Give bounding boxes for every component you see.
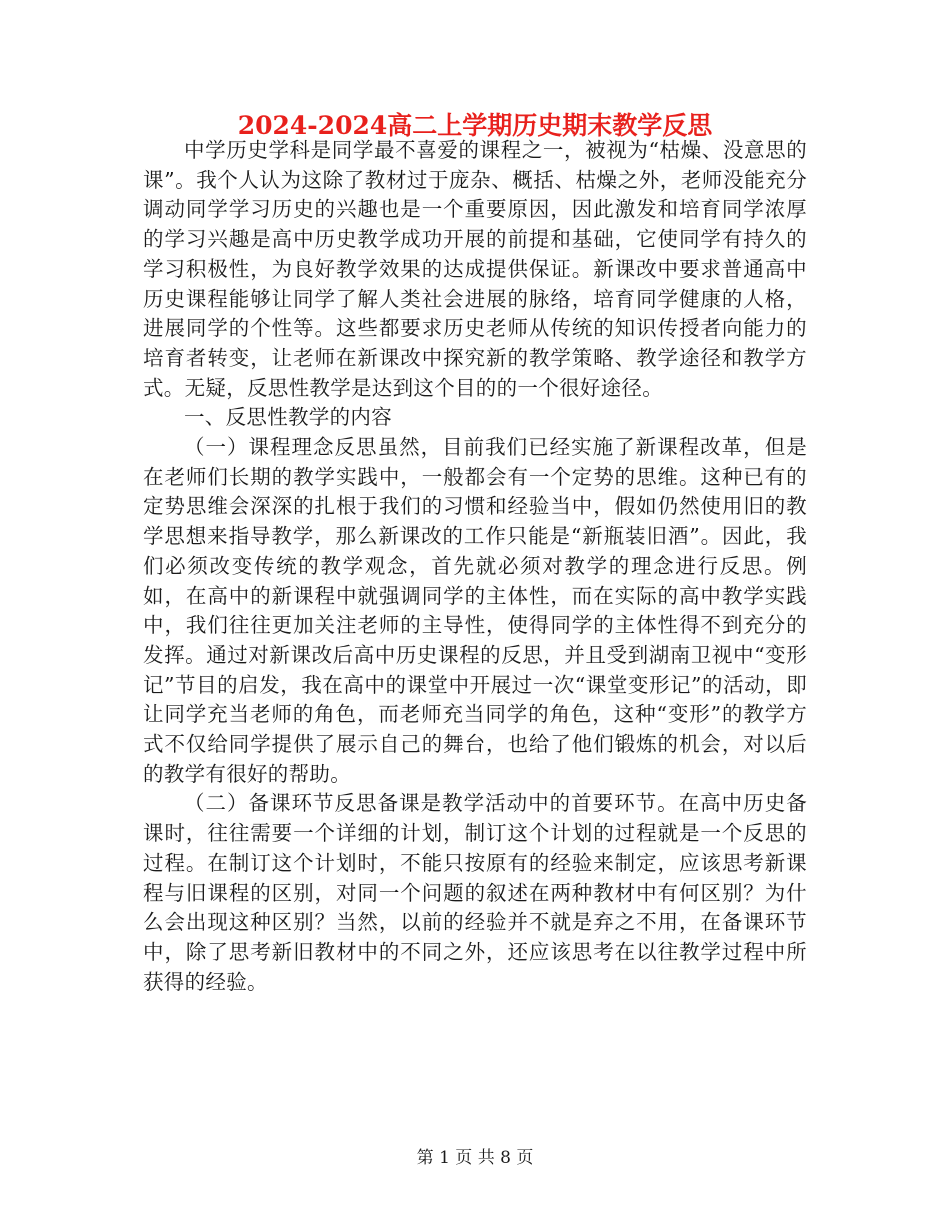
page-number-footer: 第 1 页 共 8 页 <box>416 1148 534 1168</box>
paragraph-curriculum-reflection: （一）课程理念反思虽然，目前我们已经实施了新课程改革，但是在老师们长期的教学实践中，一般都会有一个定势的思维。这种已有的定势思维会深深的扎根于我们的习惯和经验当中，假如仍然使用旧的教学思想来指导教学，那么新课改的工作只能是“新瓶装旧酒”。因此，我们必须改变传统的教学观念，首先就必须对教学的理念进行反思。例如，在高中的新课程中就强调同学的主体性，而在实际的高中教学实践中，我们往往更加关注老师的主导性，使得同学的主体性得不到充分的发挥。通过对新课改后高中历史课程的反思，并且受到湖南卫视中“变形记”节目的启发，我在高中的课堂中开展过一次“课堂变形记”的活动，即让同学充当老师的角色，而老师充当同学的角色，这种“变形”的教学方式不仅给同学提供了展示自己的舞台，也给了他们锻炼的机会，对以后的教学有很好的帮助。 <box>143 435 807 786</box>
document-body <box>143 136 807 997</box>
section-heading: 一、反思性教学的内容 <box>184 405 392 430</box>
document-title: 2024-2024高二上学期历史期末教学反思 <box>237 111 713 140</box>
paragraph-intro: 中学历史学科是同学最不喜爱的课程之一，被视为“枯燥、没意思的课”。我个人认为这除了教材过于庞杂、概括、枯燥之外，老师没能充分调动同学学习历史的兴趣也是一个重要原因，因此激发和培育同学浓厚的学习兴趣是高中历史教学成功开展的前提和基础，它使同学有持久的学习积极性，为良好教学效果的达成提供保证。新课改中要求普通高中历史课程能够让同学了解人类社会进展的脉络，培育同学健康的人格，进展同学的个性等。这些都要求历史老师从传统的知识传授者向能力的培育者转变，让老师在新课改中探究新的教学策略、教学途径和教学方式。无疑，反思性教学是达到这个目的的一个很好途径。 <box>143 138 807 400</box>
paragraph-lesson-prep-reflection: （二）备课环节反思备课是教学活动中的首要环节。在高中历史备课时，往往需要一个详细的计划，制订这个计划的过程就是一个反思的过程。在制订这个计划时，不能只按原有的经验来制定，应该思考新课程与旧课程的区别，对同一个问题的叙述在两种教材中有何区别？为什么会出现这种区别？当然，以前的经验并不就是弃之不用，在备课环节中，除了思考新旧教材中的不同之外，还应该思考在以往教学过程中所获得的经验。 <box>143 791 807 994</box>
